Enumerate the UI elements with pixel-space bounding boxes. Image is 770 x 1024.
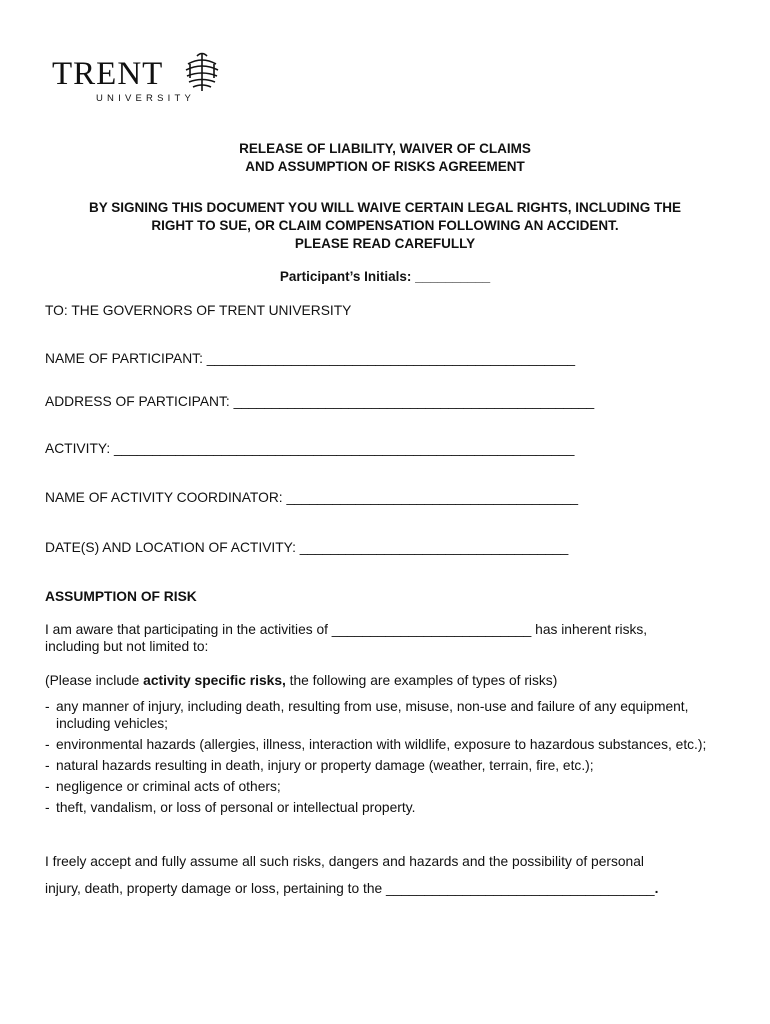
logo-subtitle: UNIVERSITY: [96, 93, 196, 104]
document-title-line-2: AND ASSUMPTION OF RISKS AGREEMENT: [245, 159, 525, 174]
list-item: - any manner of injury, including death, resulting from use, misuse, non-use and failure of any equipment, including vehicles;: [45, 699, 689, 731]
warning-line-3: PLEASE READ CAREFULLY: [294, 236, 476, 251]
participant-address-field[interactable]: ADDRESS OF PARTICIPANT: _______________________________________________: [45, 394, 595, 409]
activity-field[interactable]: ACTIVITY: ____________________________________________________________: [45, 441, 575, 456]
acceptance-period: .: [654, 881, 659, 896]
include-pre: (Please include: [45, 673, 144, 688]
warning-line-1: BY SIGNING THIS DOCUMENT YOU WILL WAIVE CERTAIN LEGAL RIGHTS, INCLUDING THE: [88, 200, 682, 215]
awareness-line-1[interactable]: I am aware that participating in the activities of __________________________ has inherent risks,: [45, 622, 648, 637]
list-item: - environmental hazards (allergies, illness, interaction with wildlife, exposure to hazardous substances, etc.);: [45, 737, 707, 752]
acceptance-line-2[interactable]: [45, 881, 658, 896]
include-post: the following are examples of types of risks): [285, 673, 558, 688]
list-item: - natural hazards resulting in death, injury or property damage (weather, terrain, fire, etc.);: [45, 758, 594, 773]
trent-crest-icon: [180, 50, 224, 99]
list-item: - theft, vandalism, or loss of personal or intellectual property.: [45, 800, 416, 815]
participant-name-field[interactable]: NAME OF PARTICIPANT: ________________________________________________: [45, 351, 576, 366]
list-item: - negligence or criminal acts of others;: [45, 779, 281, 794]
acceptance-line-1: I freely accept and fully assume all such risks, dangers and hazards and the possibility of personal: [45, 854, 644, 869]
to-line: TO: THE GOVERNORS OF TRENT UNIVERSITY: [45, 303, 352, 318]
document-title-line-1: RELEASE OF LIABILITY, WAIVER OF CLAIMS: [239, 141, 531, 156]
risk-list: [45, 698, 725, 820]
include-bold: activity specific risks,: [143, 673, 286, 688]
activity-coordinator-field[interactable]: NAME OF ACTIVITY COORDINATOR: ______________________________________: [45, 490, 579, 505]
include-instructions: [45, 673, 557, 688]
trent-university-logo: [52, 50, 224, 108]
assumption-of-risk-heading: ASSUMPTION OF RISK: [45, 589, 197, 604]
awareness-line-2: including but not limited to:: [45, 639, 209, 654]
dates-location-field[interactable]: DATE(S) AND LOCATION OF ACTIVITY: ___________________________________: [45, 540, 569, 555]
logo-wordmark: TRENT: [52, 56, 164, 92]
acceptance-line-2-text[interactable]: injury, death, property damage or loss, pertaining to the ___________________________________: [45, 881, 655, 896]
warning-line-2: RIGHT TO SUE, OR CLAIM COMPENSATION FOLLOWING AN ACCIDENT.: [151, 218, 619, 233]
participant-initials[interactable]: Participant’s Initials: __________: [279, 269, 491, 284]
